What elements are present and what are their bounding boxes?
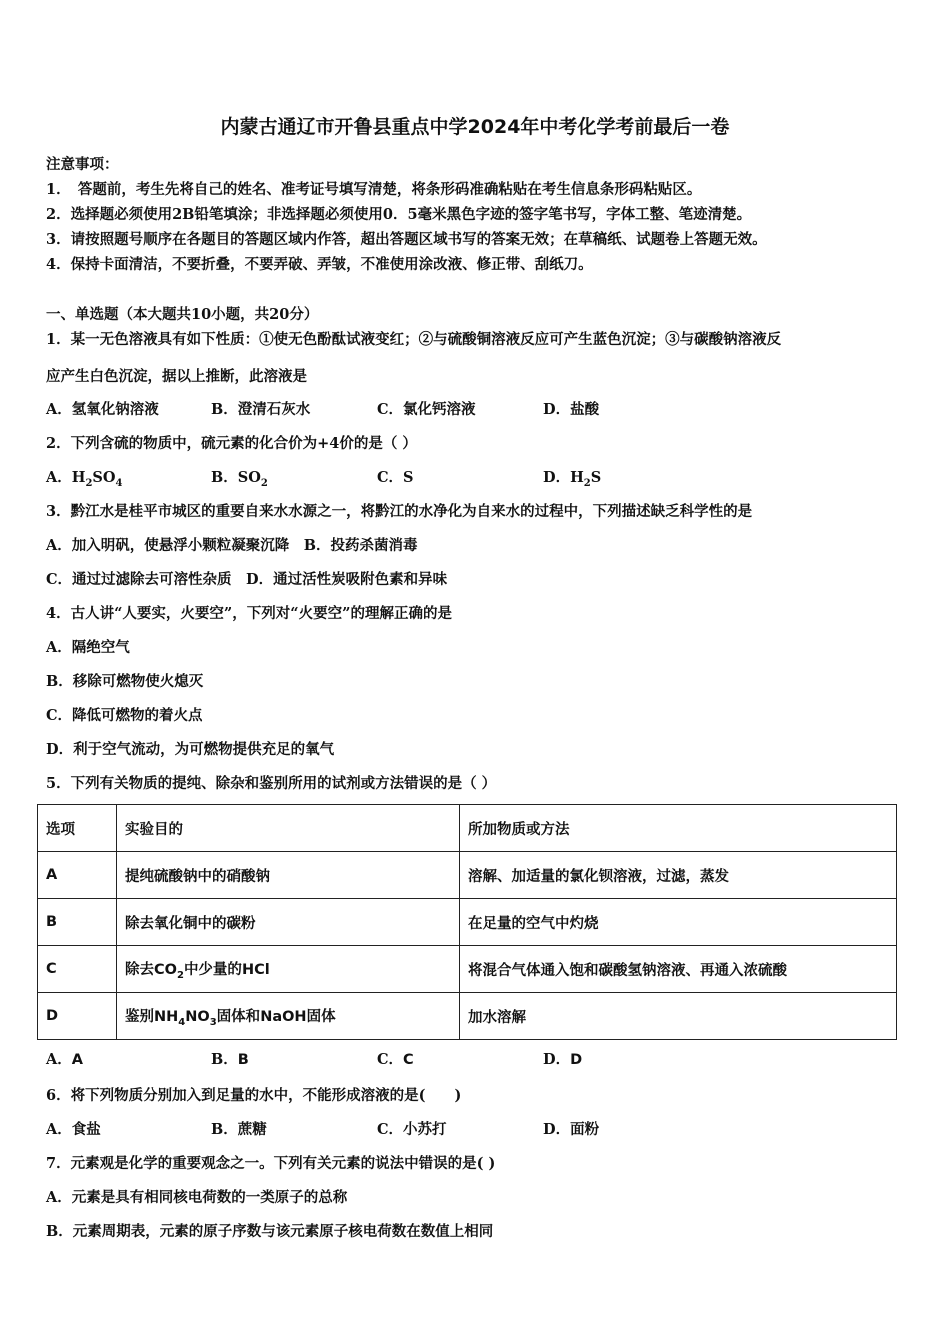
- q6-option-c: C．小苏打: [377, 1121, 447, 1138]
- notice-item: 2．选择题必须使用2B铅笔填涂；非选择题必须使用0．5毫米黑色字迹的签字笔书写，字体工整、笔迹清楚。: [46, 206, 752, 223]
- q6-option-a: A．食盐: [46, 1121, 101, 1138]
- table-header-cell: 选项: [38, 805, 117, 852]
- question-3-stem: 3．黔江水是桂平市城区的重要自来水水源之一，将黔江的水净化为自来水的过程中，下列描述缺乏科学性的是: [46, 503, 753, 520]
- q2-option-c: C．S: [377, 469, 414, 486]
- question-4-stem: 4．古人讲“人要实，火要空”，下列对“火要空”的理解正确的是: [46, 605, 452, 622]
- q5-option-d: D．D: [543, 1051, 583, 1068]
- notice-item: 3．请按照题号顺序在各题目的答题区域内作答，超出答题区域书写的答案无效；在草稿纸、试题卷上答题无效。: [46, 231, 767, 248]
- table-cell-method: 将混合气体通入饱和碳酸氢钠溶液、再通入浓硫酸: [460, 946, 897, 993]
- table-header-cell: 所加物质或方法: [460, 805, 897, 852]
- q3-options-line-1: A．加入明矾，使悬浮小颗粒凝聚沉降 B．投药杀菌消毒: [46, 537, 418, 554]
- table-cell-aim: 除去氧化铜中的碳粉: [117, 899, 460, 946]
- table-cell-aim: 提纯硫酸钠中的硝酸钠: [117, 852, 460, 899]
- exam-title: 内蒙古通辽市开鲁县重点中学2024年中考化学考前最后一卷: [220, 116, 730, 138]
- question-1-stem-cont: 应产生白色沉淀，据以上推断，此溶液是: [46, 368, 307, 385]
- q7-option-b: B．元素周期表，元素的原子序数与该元素原子核电荷数在数值上相同: [46, 1223, 494, 1240]
- question-5-stem: 5．下列有关物质的提纯、除杂和鉴别所用的试剂或方法错误的是（ ）: [46, 775, 497, 792]
- question-1-stem: 1．某一无色溶液具有如下性质：①使无色酚酞试液变红；②与硫酸铜溶液反应可产生蓝色沉淀；③与碳酸钠溶液反: [46, 331, 782, 348]
- q4-option-c: C．降低可燃物的着火点: [46, 707, 203, 724]
- q1-option-a: A．氢氧化钠溶液: [46, 401, 159, 418]
- q1-option-b: B．澄清石灰水: [211, 401, 311, 418]
- question-2-stem: 2．下列含硫的物质中，硫元素的化合价为+4价的是（ ）: [46, 435, 417, 452]
- notice-heading: 注意事项：: [46, 156, 119, 173]
- q1-option-c: C．氯化钙溶液: [377, 401, 476, 418]
- q3-options-line-2: C．通过过滤除去可溶性杂质 D．通过活性炭吸附色素和异味: [46, 571, 448, 588]
- table-cell-option: A: [38, 852, 117, 899]
- q5-option-a: A．A: [46, 1051, 83, 1068]
- section-heading: 一、单选题（本大题共10小题，共20分）: [46, 306, 319, 323]
- table-cell-method: 溶解、加适量的氯化钡溶液，过滤，蒸发: [460, 852, 897, 899]
- q4-option-b: B．移除可燃物使火熄灭: [46, 673, 204, 690]
- table-header-cell: 实验目的: [117, 805, 460, 852]
- question-6-stem: 6．将下列物质分别加入到足量的水中，不能形成溶液的是( ): [46, 1087, 462, 1104]
- q4-option-d: D．利于空气流动，为可燃物提供充足的氧气: [46, 741, 335, 758]
- q1-option-d: D．盐酸: [543, 401, 600, 418]
- q5-table: [37, 804, 897, 1040]
- table-cell-option: C: [38, 946, 117, 993]
- question-7-stem: 7．元素观是化学的重要观念之一。下列有关元素的说法中错误的是( ): [46, 1155, 496, 1172]
- q2-option-d: D．$H_2S$: [543, 469, 602, 489]
- table-cell-option: D: [38, 993, 117, 1040]
- q7-option-a: A．元素是具有相同核电荷数的一类原子的总称: [46, 1189, 348, 1206]
- table-row: [38, 993, 897, 1040]
- q2-option-a: A．$H_2SO_4$: [46, 469, 123, 489]
- table-cell-method: 加水溶解: [460, 993, 897, 1040]
- q6-option-d: D．面粉: [543, 1121, 600, 1138]
- q6-option-b: B．蔗糖: [211, 1121, 267, 1138]
- table-cell-aim: 除去$CO_2$中少量的HCl: [117, 946, 460, 993]
- q5-option-c: C．C: [377, 1051, 414, 1068]
- table-cell-method: 在足量的空气中灼烧: [460, 899, 897, 946]
- table-cell-aim: 鉴别$NH_4NO_3$固体和NaOH固体: [117, 993, 460, 1040]
- table-cell-option: B: [38, 899, 117, 946]
- notice-item: 4．保持卡面清洁，不要折叠，不要弄破、弄皱，不准使用涂改液、修正带、刮纸刀。: [46, 256, 593, 273]
- table-row: [38, 899, 897, 946]
- table-header-row: [38, 805, 897, 852]
- table-row: [38, 852, 897, 899]
- q5-option-b: B．B: [211, 1051, 249, 1068]
- q4-option-a: A．隔绝空气: [46, 639, 130, 656]
- table-row: [38, 946, 897, 993]
- notice-item: 1． 答题前，考生先将自己的姓名、准考证号填写清楚，将条形码准确粘贴在考生信息条形码粘贴区。: [46, 181, 702, 198]
- q2-option-b: B．$SO_2$: [211, 469, 268, 489]
